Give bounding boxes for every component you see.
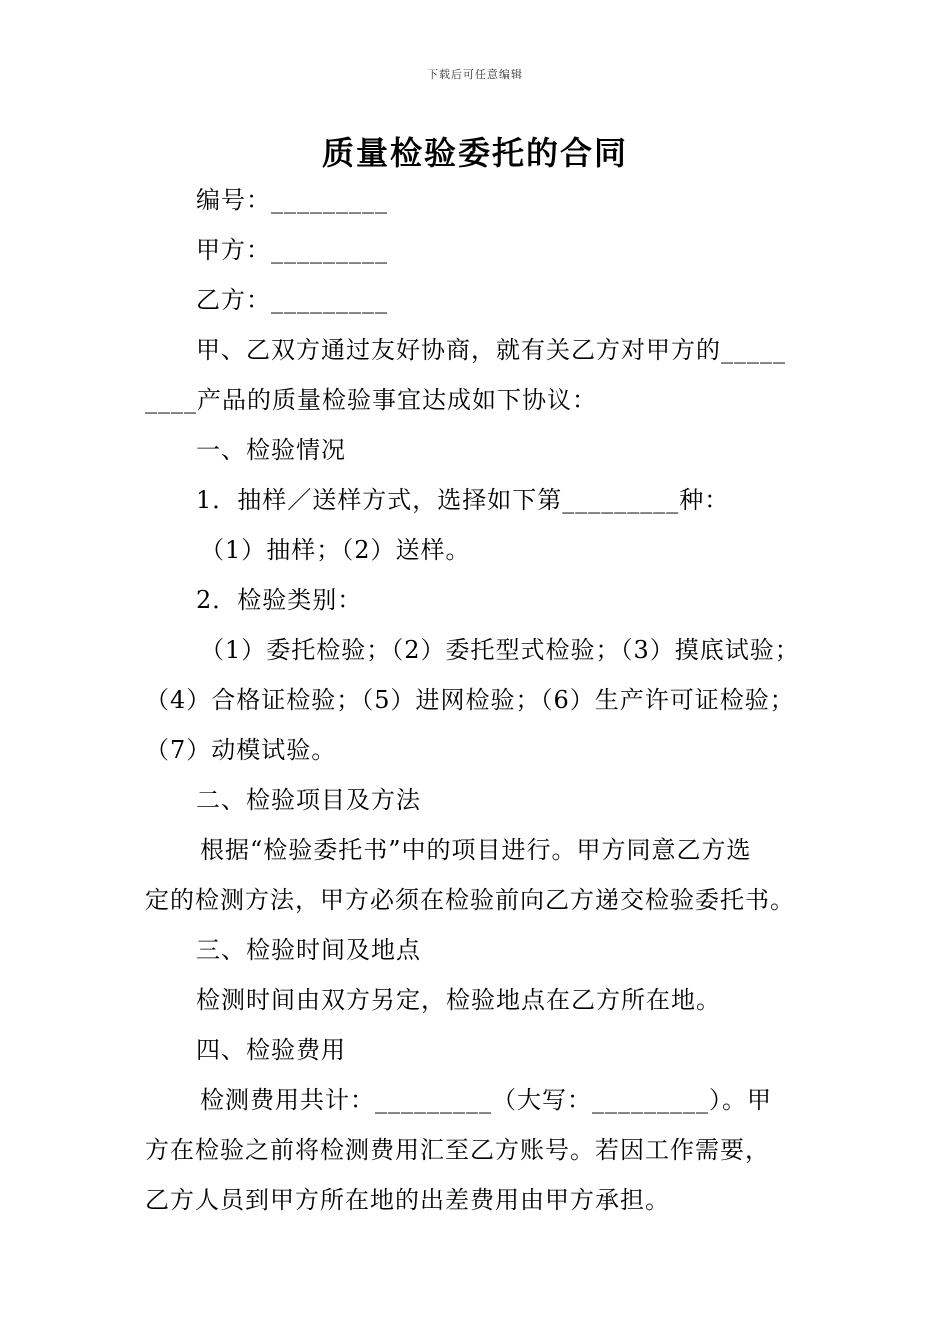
intro-line-2 xyxy=(145,384,597,416)
section-heading-1: 一、检验情况 xyxy=(196,436,346,464)
section-4-paragraph-3: 乙方人员到甲方所在地的出差费用由甲方承担。 xyxy=(145,1186,670,1214)
party-a-label: 甲方： xyxy=(196,236,271,264)
number-field-line xyxy=(196,184,388,216)
item-2-line: 2．检验类别： xyxy=(196,586,363,614)
section-heading-2: 二、检验项目及方法 xyxy=(196,786,421,814)
party-b-label: 乙方： xyxy=(196,286,271,314)
product-blank-1: _____ xyxy=(721,336,786,364)
item-2-options-b: （4）合格证检验；（5）进网检验；（6）生产许可证检验； xyxy=(145,686,795,714)
fee-line-tail: ）。甲 xyxy=(709,1086,772,1114)
intro-text-1: 甲、乙双方通过友好协商，就有关乙方对甲方的 xyxy=(196,336,721,364)
section-heading-4: 四、检验费用 xyxy=(196,1036,346,1064)
fee-caps-label: （大写： xyxy=(492,1086,592,1114)
item-1-text: 1．抽样／送样方式，选择如下第 xyxy=(196,486,563,514)
number-blank: _________ xyxy=(271,186,388,214)
item-1-tail: 种： xyxy=(679,486,730,514)
item-1-options: （1）抽样；（2）送样。 xyxy=(200,536,471,564)
intro-line-1 xyxy=(196,334,786,366)
intro-text-2: 产品的质量检验事宜达成如下协议： xyxy=(197,386,597,414)
item-2-options-a: （1）委托检验；（2）委托型式检验；（3）摸底试验； xyxy=(200,636,800,664)
party-b-blank: _________ xyxy=(271,286,388,314)
section-2-paragraph-2: 定的检测方法，甲方必须在检验前向乙方递交检验委托书。 xyxy=(145,886,795,914)
party-a-line xyxy=(196,234,388,266)
item-2-options-c: （7）动模试验。 xyxy=(145,736,337,764)
method-blank: _________ xyxy=(562,486,680,514)
header-note: 下载后可任意编辑 xyxy=(427,68,523,81)
section-4-paragraph-2: 方在检验之前将检测费用汇至乙方账号。若因工作需要， xyxy=(145,1136,770,1164)
number-label: 编号： xyxy=(196,186,271,214)
product-blank-2: ____ xyxy=(145,386,197,414)
section-3-paragraph-1: 检测时间由双方另定，检验地点在乙方所在地。 xyxy=(196,986,721,1014)
item-1-line xyxy=(196,484,729,516)
party-a-blank: _________ xyxy=(271,236,388,264)
fee-blank: _________ xyxy=(375,1086,492,1114)
party-b-line xyxy=(196,284,388,316)
section-heading-3: 三、检验时间及地点 xyxy=(196,936,421,964)
fee-label: 检测费用共计： xyxy=(200,1086,375,1114)
fee-caps-blank: _________ xyxy=(592,1086,709,1114)
section-2-paragraph-1: 根据“检验委托书”中的项目进行。甲方同意乙方选 xyxy=(200,836,752,864)
document-title: 质量检验委托的合同 xyxy=(321,134,628,172)
fee-line xyxy=(200,1084,772,1116)
